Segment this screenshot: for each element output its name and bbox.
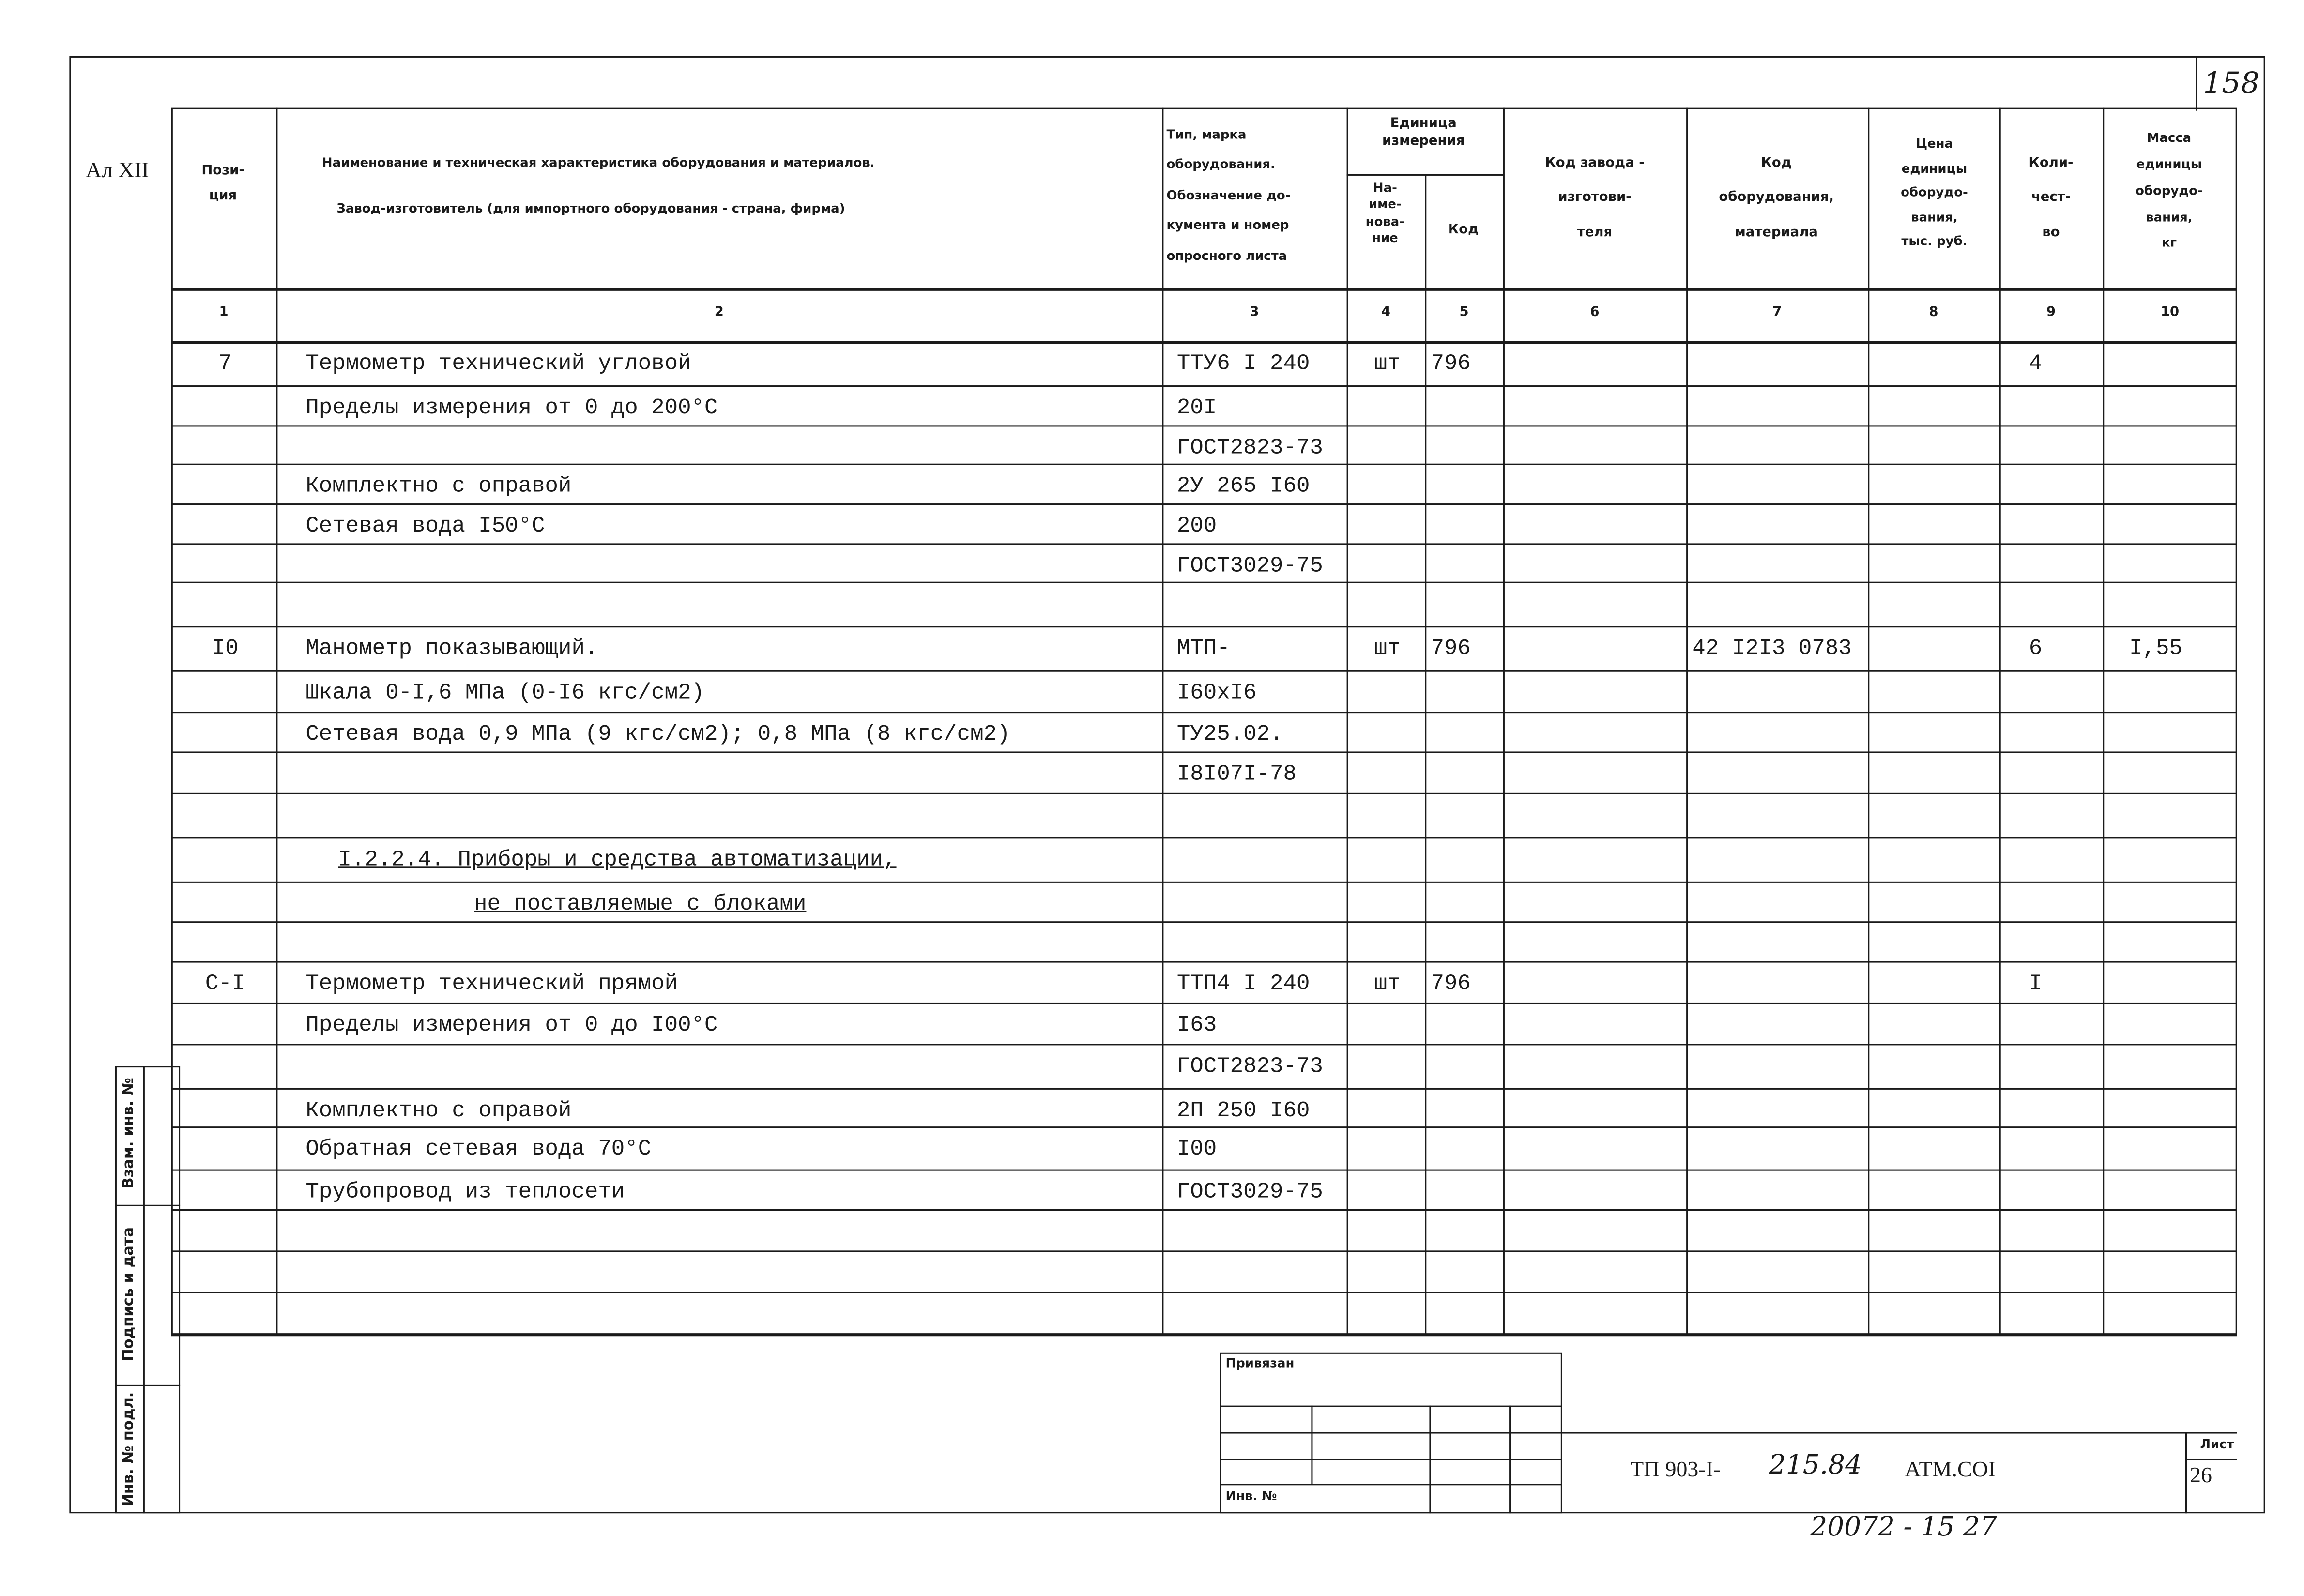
column-number: 2 <box>714 305 724 320</box>
row-line-21 <box>171 1209 2237 1211</box>
name-cell: Термометр технический прямой <box>305 971 678 997</box>
name-cell: Пределы измерения от 0 до 200°С <box>305 395 718 421</box>
row-line-2 <box>171 425 2237 426</box>
position-cell: I0 <box>212 636 239 662</box>
column-line-9 <box>2103 108 2104 1335</box>
row-line-7 <box>171 626 2237 627</box>
designation-top-line <box>1562 1432 2237 1434</box>
unit-code-cell: 796 <box>1431 971 1471 997</box>
name-cell: I.2.2.4. Приборы и средства автоматизации, <box>338 847 897 873</box>
name-cell: Шкала 0-I,6 МПа (0-I6 кгс/см2) <box>305 681 704 706</box>
type-cell: ТТП4 I 240 <box>1176 971 1310 997</box>
row-line-12 <box>171 837 2237 838</box>
privyazan-row-1 <box>1220 1406 1562 1407</box>
side-stamp-signature: Подпись и дата <box>121 1227 137 1361</box>
column-number-line <box>171 341 2237 344</box>
header-mass: Масса единицы оборудо- вания, кг <box>2136 131 2203 252</box>
designation-prefix: ТП 903-I- <box>1630 1459 1721 1483</box>
privyazan-col-1 <box>1311 1406 1312 1484</box>
column-number: 8 <box>1929 305 1938 320</box>
column-line-4 <box>1425 174 1426 1335</box>
row-line-20 <box>171 1170 2237 1171</box>
unit-code-cell: 796 <box>1431 636 1471 662</box>
list-number: 26 <box>2190 1464 2212 1489</box>
column-line-6 <box>1686 108 1688 1335</box>
row-line-14 <box>171 921 2237 923</box>
unit-name-cell: шт <box>1373 971 1401 997</box>
title-block-top <box>171 1335 2237 1336</box>
drawing-number-handwritten: 20072 - 15 27 <box>1810 1512 1997 1543</box>
column-number: 5 <box>1459 305 1469 320</box>
row-line-22 <box>171 1250 2237 1252</box>
name-cell: Трубопровод из теплосети <box>305 1179 625 1205</box>
type-cell: ТУ25.02. <box>1176 722 1283 747</box>
type-cell: I00 <box>1176 1137 1217 1162</box>
name-cell: не поставляемые с блоками <box>474 892 807 917</box>
column-number: 3 <box>1250 305 1259 320</box>
type-cell: I8I07I-78 <box>1176 761 1297 787</box>
privyazan-inventory-label: Инв. № <box>1225 1490 1277 1505</box>
column-line-1 <box>276 108 277 1335</box>
type-cell: ГОСТ2823-73 <box>1176 1054 1323 1079</box>
equipment-code-cell: 42 I2I3 0783 <box>1692 636 1852 662</box>
header-quantity: Коли- чест- во <box>2029 156 2074 241</box>
mass-cell: I,55 <box>2129 636 2182 662</box>
row-line-1 <box>171 385 2237 387</box>
name-cell: Комплектно с оправой <box>305 474 572 499</box>
privyazan-row-2 <box>1220 1432 1562 1434</box>
row-line-11 <box>171 793 2237 794</box>
name-cell: Сетевая вода I50°С <box>305 514 545 539</box>
header-factory-code: Код завода - изготови- теля <box>1545 156 1645 241</box>
column-number: 9 <box>2046 305 2056 320</box>
row-line-15 <box>171 961 2237 963</box>
header-unit-name: На- име- нова- ние <box>1365 182 1405 247</box>
list-cell-divider <box>2185 1459 2237 1460</box>
header-unit-group: Единица измерения <box>1382 116 1465 150</box>
designation-suffix: АТМ.СОI <box>1905 1459 1996 1483</box>
row-line-18 <box>171 1088 2237 1090</box>
type-cell: I60хI6 <box>1176 681 1257 706</box>
type-cell: МТП- <box>1176 636 1230 662</box>
row-line-13 <box>171 882 2237 883</box>
list-cell-left <box>2185 1432 2187 1514</box>
header-position: Пози- ция <box>201 164 244 204</box>
row-line-17 <box>171 1044 2237 1045</box>
privyazan-col-2 <box>1429 1406 1431 1514</box>
unit-name-cell: шт <box>1373 636 1401 662</box>
name-cell: Сетевая вода 0,9 МПа (9 кгс/см2); 0,8 МПа (8 кгс/см2) <box>305 722 1010 747</box>
row-line-3 <box>171 464 2237 465</box>
type-cell: ТТУ6 I 240 <box>1176 351 1310 377</box>
side-stamp-divider <box>143 1066 145 1513</box>
column-line-5 <box>1503 108 1505 1335</box>
row-line-16 <box>171 1003 2237 1004</box>
type-cell: ГОСТ2823-73 <box>1176 435 1323 461</box>
header-type: Тип, марка оборудования. Обозначение до- кумента и номер опросного листа <box>1166 128 1291 264</box>
row-line-19 <box>171 1126 2237 1128</box>
column-line-8 <box>1999 108 2001 1335</box>
unit-name-cell: шт <box>1373 351 1401 377</box>
unit-code-cell: 796 <box>1431 351 1471 377</box>
row-line-9 <box>171 712 2237 713</box>
header-name-line2: Завод-изготовитель (для импортного оборудования - страна, фирма) <box>336 202 845 217</box>
row-line-10 <box>171 751 2237 753</box>
column-number: 4 <box>1381 305 1390 320</box>
page-number-divider <box>2196 56 2197 111</box>
column-line-3 <box>1347 108 1348 1335</box>
privyazan-col-3 <box>1509 1406 1511 1514</box>
row-line-6 <box>171 582 2237 583</box>
column-number: 10 <box>2160 305 2180 320</box>
designation-handwritten: 215.84 <box>1769 1450 1862 1481</box>
header-bottom-line <box>171 288 2237 291</box>
row-line-5 <box>171 543 2237 545</box>
quantity-cell: I <box>2029 971 2043 997</box>
type-cell: 20I <box>1176 395 1217 421</box>
side-stamp-replace: Взам. инв. № <box>121 1078 137 1189</box>
position-cell: 7 <box>218 351 232 377</box>
side-stamp-inventory: Инв. № подл. <box>121 1392 137 1506</box>
side-stamp-row-1 <box>115 1205 180 1206</box>
row-line-4 <box>171 503 2237 505</box>
privyazan-label: Привязан <box>1225 1356 1295 1372</box>
position-cell: С-I <box>205 971 245 997</box>
privyazan-row-4 <box>1220 1484 1562 1485</box>
header-equipment-code: Код оборудования, материала <box>1719 156 1834 241</box>
name-cell: Комплектно с оправой <box>305 1098 572 1124</box>
unit-group-line <box>1347 174 1503 176</box>
header-price: Цена единицы оборудо- вания, тыс. руб. <box>1901 137 1968 250</box>
handwritten-page-number: 158 <box>2203 65 2260 101</box>
column-line-7 <box>1868 108 1869 1335</box>
name-cell: Пределы измерения от 0 до I00°С <box>305 1013 718 1038</box>
quantity-cell: 6 <box>2029 636 2043 662</box>
row-line-8 <box>171 670 2237 672</box>
column-number: 6 <box>1590 305 1600 320</box>
name-cell: Манометр показывающий. <box>305 636 598 662</box>
name-cell: Обратная сетевая вода 70°С <box>305 1137 652 1162</box>
format-label: Ал XII <box>85 159 149 183</box>
row-line-23 <box>171 1292 2237 1293</box>
type-cell: I63 <box>1176 1013 1217 1038</box>
type-cell: 2П 250 I60 <box>1176 1098 1310 1124</box>
header-unit-code: Код <box>1448 223 1479 238</box>
column-number: 7 <box>1772 305 1782 320</box>
header-name-line1: Наименование и техническая характеристика оборудования и материалов. <box>321 156 875 171</box>
quantity-cell: 4 <box>2029 351 2043 377</box>
privyazan-row-3 <box>1220 1459 1562 1460</box>
type-cell: 2У 265 I60 <box>1176 474 1310 499</box>
type-cell: ГОСТ3029-75 <box>1176 1179 1323 1205</box>
name-cell: Термометр технический угловой <box>305 351 691 377</box>
list-label: Лист <box>2200 1438 2234 1453</box>
type-cell: ГОСТ3029-75 <box>1176 553 1323 579</box>
type-cell: 200 <box>1176 514 1217 539</box>
column-line-2 <box>1162 108 1163 1335</box>
column-number: 1 <box>219 305 229 320</box>
